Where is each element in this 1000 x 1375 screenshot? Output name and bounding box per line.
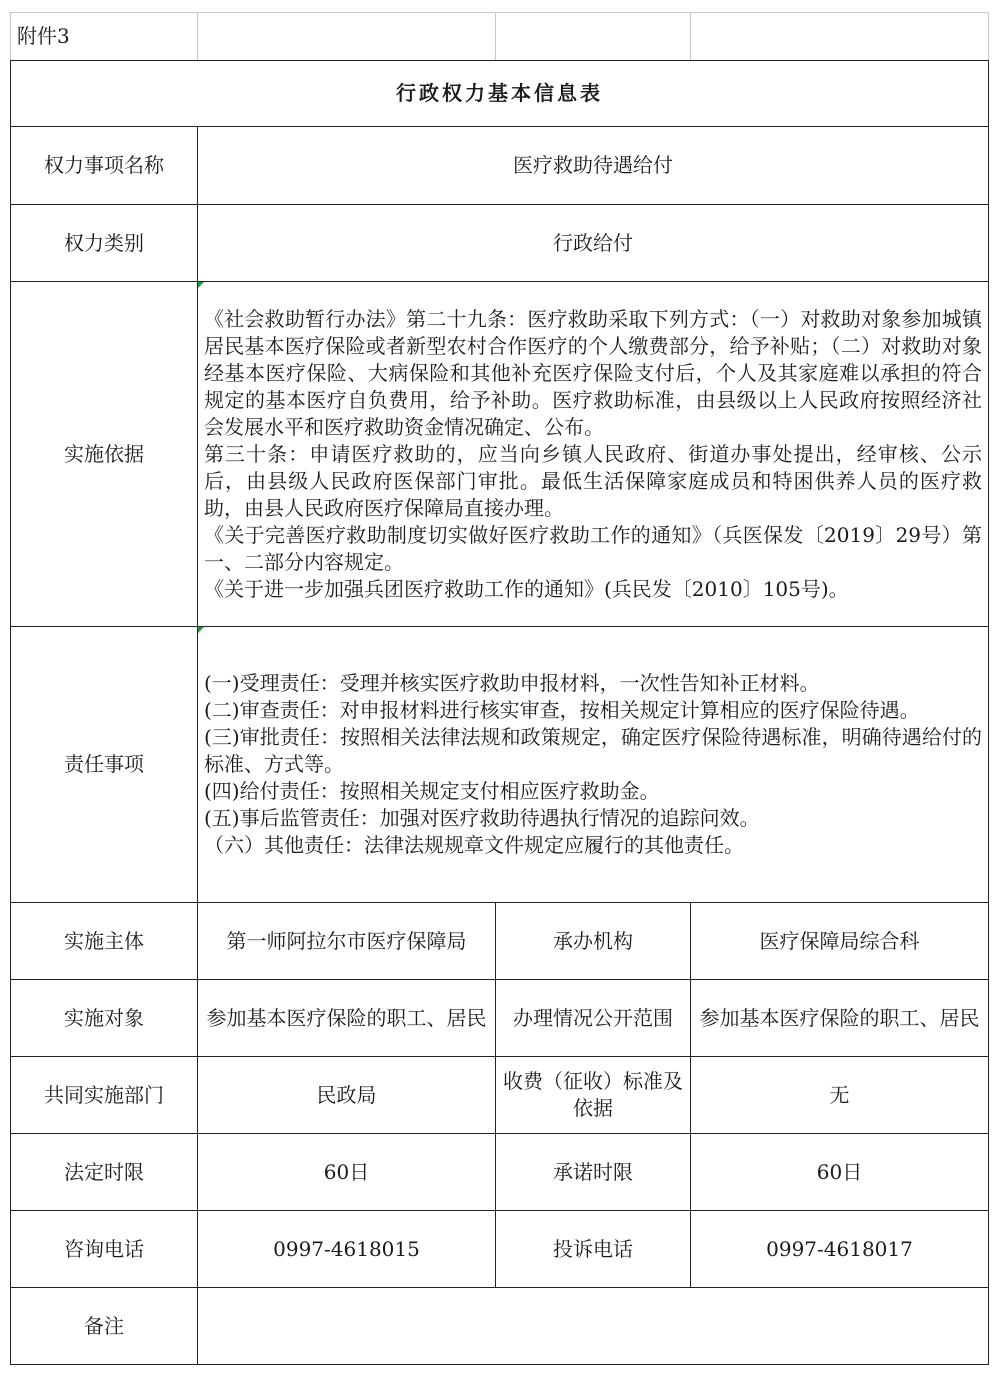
- page-title: 行政权力基本信息表: [11, 61, 989, 127]
- handling-agency-value: 医疗保障局综合科: [691, 903, 989, 980]
- row-power-name: [11, 127, 989, 205]
- annex-label: 附件3: [11, 13, 198, 61]
- row-subject: [11, 903, 989, 980]
- comment-marker: [198, 282, 204, 288]
- row-joint: [11, 1057, 989, 1134]
- row-power-category: [11, 205, 989, 282]
- target-value: 参加基本医疗保险的职工、居民: [198, 980, 496, 1057]
- basis-content: [198, 282, 989, 627]
- promised-time-limit-value: 60日: [691, 1134, 989, 1211]
- power-category-value: 行政给付: [198, 205, 989, 282]
- row-time-limit: [11, 1134, 989, 1211]
- basis-label: 实施依据: [11, 282, 198, 627]
- consult-phone-label: 咨询电话: [11, 1211, 198, 1288]
- empty-cell: [198, 13, 496, 61]
- fee-standard-label: 收费（征收）标准及依据: [496, 1057, 691, 1134]
- complaint-phone-value: 0997-4618017: [691, 1211, 989, 1288]
- consult-phone-value: 0997-4618015: [198, 1211, 496, 1288]
- basis-paragraph: 《关于进一步加强兵团医疗救助工作的通知》(兵民发〔2010〕105号)。: [204, 576, 849, 601]
- legal-time-limit-value: 60日: [198, 1134, 496, 1211]
- row-basis: [11, 282, 989, 627]
- responsibility-item: (三)审批责任：按照相关法律法规和政策规定，确定医疗保险待遇标准，明确待遇给付的标准、方式等。: [204, 725, 982, 776]
- remarks-value: [198, 1288, 989, 1365]
- joint-dept-label: 共同实施部门: [11, 1057, 198, 1134]
- legal-time-limit-label: 法定时限: [11, 1134, 198, 1211]
- remarks-label: 备注: [11, 1288, 198, 1365]
- row-responsibilities: [11, 627, 989, 903]
- empty-cell: [496, 13, 691, 61]
- basis-paragraph: 《关于完善医疗救助制度切实做好医疗救助工作的通知》（兵医保发〔2019〕29号）第一、二部分内容规定。: [204, 522, 982, 574]
- subject-label: 实施主体: [11, 903, 198, 980]
- power-name-label: 权力事项名称: [11, 127, 198, 205]
- empty-cell: [691, 13, 989, 61]
- handling-agency-label: 承办机构: [496, 903, 691, 980]
- row-remarks: [11, 1288, 989, 1365]
- row-phone: [11, 1211, 989, 1288]
- row-target: [11, 980, 989, 1057]
- responsibilities-label: 责任事项: [11, 627, 198, 903]
- subject-value: 第一师阿拉尔市医疗保障局: [198, 903, 496, 980]
- promised-time-limit-label: 承诺时限: [496, 1134, 691, 1211]
- fee-standard-value: 无: [691, 1057, 989, 1134]
- power-name-value: 医疗救助待遇给付: [198, 127, 989, 205]
- responsibility-item: (五)事后监管责任：加强对医疗救助待遇执行情况的追踪问效。: [204, 806, 760, 830]
- basis-paragraph: 《社会救助暂行办法》第二十九条：医疗救助采取下列方式：（一）对救助对象参加城镇居民基本医疗保险或者新型农村合作医疗的个人缴费部分，给予补贴；（二）对救助对象经基本医疗保险、大病保险和其他补充医疗保险支付后，个人及其家庭难以承担的符合规定的基本医疗自负费用，给予补助。医疗救助标准，由县级以上人民政府按照经济社会发展水平和医疗救助资金情况确定、公布。: [204, 306, 982, 439]
- annex-row: [11, 13, 989, 61]
- responsibilities-content: [198, 627, 989, 903]
- disclosure-scope-label: 办理情况公开范围: [496, 980, 691, 1057]
- responsibility-item: (四)给付责任：按照相关规定支付相应医疗救助金。: [204, 779, 660, 803]
- info-table: [10, 12, 989, 1365]
- comment-marker: [198, 627, 204, 633]
- responsibility-item: (一)受理责任：受理并核实医疗救助申报材料，一次性告知补正材料。: [204, 671, 820, 695]
- responsibility-item: (二)审查责任：对申报材料进行核实审查，按相关规定计算相应的医疗保险待遇。: [204, 698, 920, 722]
- title-row: [11, 61, 989, 127]
- disclosure-scope-value: 参加基本医疗保险的职工、居民: [691, 980, 989, 1057]
- responsibility-item: （六）其他责任：法律法规规章文件规定应履行的其他责任。: [204, 833, 744, 857]
- power-category-label: 权力类别: [11, 205, 198, 282]
- complaint-phone-label: 投诉电话: [496, 1211, 691, 1288]
- target-label: 实施对象: [11, 980, 198, 1057]
- basis-paragraph: 第三十条：申请医疗救助的，应当向乡镇人民政府、街道办事处提出，经审核、公示后，由县级人民政府医保部门审批。最低生活保障家庭成员和特困供养人员的医疗救助，由县人民政府医疗保障局直接办理。: [204, 441, 982, 520]
- joint-dept-value: 民政局: [198, 1057, 496, 1134]
